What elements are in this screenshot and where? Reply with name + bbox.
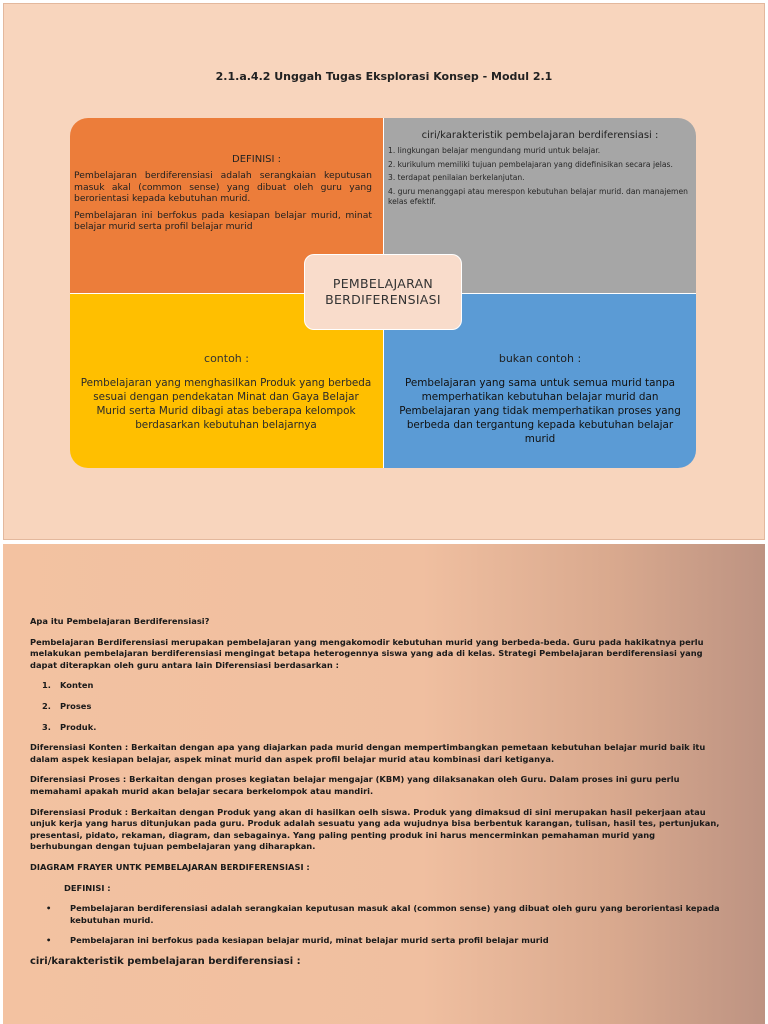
ciri-subheading: ciri/karakteristik pembelajaran berdiferensiasi : <box>30 955 301 967</box>
contoh-body: Pembelajaran yang menghasilkan Produk yang berbeda sesuai dengan pendekatan Minat dan Gaya Belajar Murid serta Murid dibagi atas beberapa kelompok berdasarkan kebutuhan belajarnya <box>80 377 372 431</box>
bukan-contoh-body: Pembelajaran yang sama untuk semua murid tanpa memperhatikan kebutuhan belajar murid dan Pembelajaran yang tidak memperhatikan proses yang berbeda dan tergantung kepada kebutuhan belajar murid <box>399 377 681 445</box>
strategy-list <box>42 680 720 733</box>
definisi-body <box>74 170 372 238</box>
proses-paragraph: Diferensiasi Proses : Berkaitan dengan proses kegiatan belajar mengajar (KBM) yang dilaksanakan oleh Guru. Dalam proses ini guru perlu memahami apakah murid akan belajar secara berkelompok atau mandiri. <box>30 774 680 796</box>
definisi-paragraph-2: Pembelajaran ini berfokus pada kesiapan belajar murid, minat belajar murid serta profil belajar murid <box>74 209 372 232</box>
contoh-heading: contoh : <box>204 352 249 365</box>
definisi-bullets <box>46 903 720 947</box>
definisi-subheading: DEFINISI : <box>64 882 111 893</box>
document-body <box>30 616 720 967</box>
definisi-paragraph-1: Pembelajaran berdiferensiasi adalah serangkaian keputusan masuk akal (common sense) yang dibuat oleh guru yang berorientasi kepada kebutuhan murid. <box>74 170 372 204</box>
ciri-item: 2. kurikulum memiliki tujuan pembelajaran yang didefinisikan secara jelas. <box>388 159 673 169</box>
section-heading: Apa itu Pembelajaran Berdiferensiasi? <box>30 616 210 626</box>
ciri-item: 4. guru menanggapi atau merespon kebutuhan belajar murid. dan manajemen kelas efektif. <box>388 186 688 206</box>
slide-title: 2.1.a.4.2 Unggah Tugas Eksplorasi Konsep - Modul 2.1 <box>215 70 553 83</box>
list-item: 2. Proses <box>42 700 92 711</box>
center-line-1: PEMBELAJARAN <box>332 276 434 291</box>
definisi-heading: DEFINISI : <box>232 154 281 165</box>
center-concept-box <box>304 254 462 330</box>
produk-paragraph: Diferensiasi Produk : Berkaitan dengan Produk yang akan di hasilkan oelh siswa. Produk yang dimaksud di sini merupakan hasil pekerjaan atau unjuk kerja yang harus ditunjukan pada guru. Produk adalah sesuatu yang ada wujudnya bisa berbentuk karangan, tulisan, hasil tes, pertunjukan, presentasi, pidato, rekaman, diagram, dan sebagainya. Yang paling penting produk ini harus mencerminkan pemahaman murid yang berhubungan dengan tujuan pembelajaran yang diharapkan. <box>30 806 720 852</box>
ciri-item: 1. lingkungan belajar mengundang murid untuk belajar. <box>388 146 601 155</box>
list-item: 1. Konten <box>42 680 94 691</box>
frayer-heading: DIAGRAM FRAYER UNTK PEMBELAJARAN BERDIFERENSIASI : <box>30 861 310 872</box>
bullet-item: • Pembelajaran ini berfokus pada kesiapan belajar murid, minat belajar murid serta profil belajar murid <box>46 935 720 947</box>
explanation-page <box>3 544 765 1024</box>
konten-paragraph: Diferensiasi Konten : Berkaitan dengan apa yang diajarkan pada murid dengan mempertimbangkan pemetaan kebutuhan belajar murid baik itu dalam aspek kesiapan belajar, aspek minat murid dan aspek profil belajar murid atau kombinasi dari ketiganya. <box>30 742 706 764</box>
frayer-slide <box>3 3 765 540</box>
list-item: 3. Produk. <box>42 721 97 732</box>
intro-paragraph: Pembelajaran Berdiferensiasi merupakan pembelajaran yang mengakomodir kebutuhan murid yang berbeda-beda. Guru pada hakikatnya perlu melakukan pembelajaran berdiferensiasi mengingat betapa heterogennya siswa yang ada di kelas. Strategi Pembelajaran berdiferensiasi yang dapat diterapkan oleh guru antara lain Diferensiasi berdasarkan : <box>30 636 704 670</box>
center-line-2: BERDIFERENSIASI <box>325 292 441 307</box>
ciri-item: 3. terdapat penilaian berkelanjutan. <box>388 173 525 182</box>
bullet-item: • Pembelajaran berdiferensiasi adalah serangkaian keputusan masuk akal (common sense) yang dibuat oleh guru yang berorientasi kepada kebutuhan murid. <box>46 903 720 926</box>
ciri-heading: ciri/karakteristik pembelajaran berdiferensiasi : <box>421 130 659 141</box>
bukan-contoh-heading: bukan contoh : <box>498 352 582 365</box>
ciri-list <box>388 146 693 211</box>
